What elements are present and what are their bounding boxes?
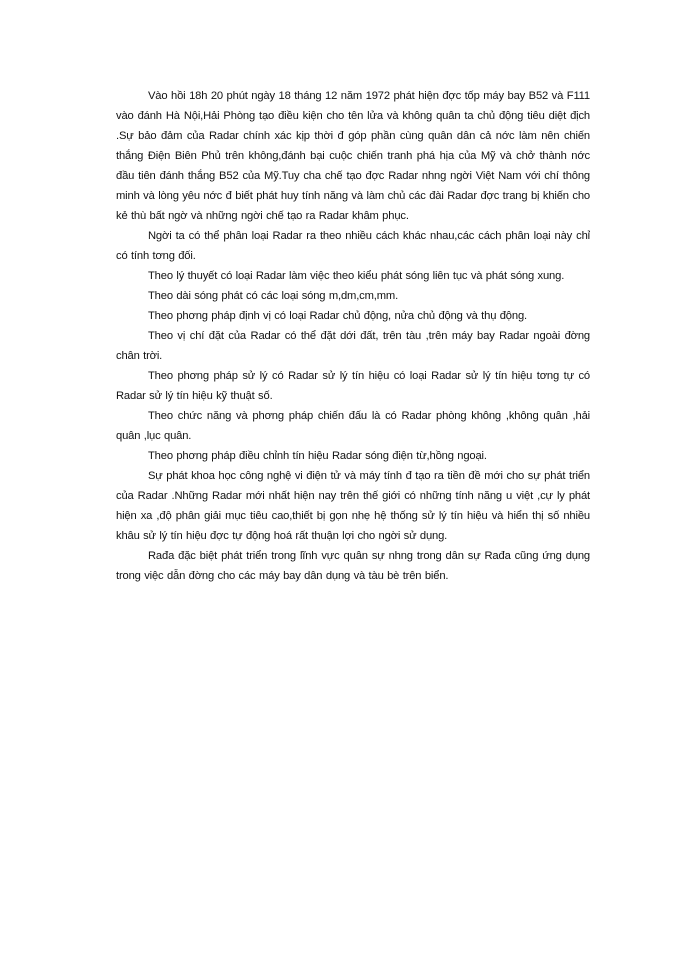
paragraph-classification-intro: Ngời ta có thể phân loại Radar ra theo nhiều cách khác nhau,các cách phân loại này chỉ có tính tơng đối.	[116, 230, 590, 262]
paragraph-by-location: Theo vị chí đặt của Radar có thể đặt dới đất, trên tàu ,trên máy bay Radar ngoài đờng chân trời.	[116, 330, 590, 362]
paragraph-by-signal-adjustment: Theo phơng pháp điều chỉnh tín hiệu Radar sóng điện từ,hồng ngoại.	[148, 450, 487, 462]
paragraph-radar-history: Vào hồi 18h 20 phút ngày 18 tháng 12 năm 1972 phát hiện đợc tốp máy bay B52 và F111 vào đánh Hà Nội,Hải Phòng tạo điều kiện cho tên lửa và không quân ta chủ động tiêu diệt địch .Sự bảo đảm của Radar chính xác kịp thời đ góp phần cùng quân dân cả nớc làm nên chiến thắng Điện Biên Phủ trên không,đánh bại cuộc chiến tranh phá hịa của Mỹ và chở thành nớc đầu tiên đánh thắng B52 của Mỹ.Tuy cha chế tạo đợc Radar nhng ngời Việt Nam với chí thông minh và lòng yêu nớc đ biết phát huy tính năng và làm chủ các đài Radar đợc trang bị khiến cho kẻ thù bất ngờ và những ngời chế tạo ra Radar khâm phục.	[116, 90, 590, 222]
document-body	[116, 86, 590, 586]
paragraph-by-function: Theo chức năng và phơng pháp chiến đấu là có Radar phòng không ,không quân ,hải quân ,lục quân.	[116, 410, 590, 442]
paragraph-by-theory: Theo lý thuyết có loại Radar làm việc theo kiểu phát sóng liên tục và phát sóng xung.	[148, 270, 565, 282]
paragraph-technology-development: Sự phát khoa học công nghệ vi điện tử và máy tính đ tạo ra tiền đề mới cho sự phát triển của Radar .Những Radar mới nhất hiện nay trên thế giới có những tính năng u việt ,cự ly phát hiện xa ,độ phân giải mục tiêu cao,thiết bị gọn nhẹ hệ thống sử lý tín hiệu và hiển thị số nhiều khâu sử lý tín hiệu đợc tự động hoá rất thuận lợi cho ngời sử dụng.	[116, 470, 590, 542]
paragraph-by-positioning: Theo phơng pháp định vị có loại Radar chủ động, nửa chủ động và thụ động.	[148, 310, 527, 322]
paragraph-civil-applications: Rađa đặc biệt phát triển trong lĩnh vực quân sự nhng trong dân sự Rađa cũng ứng dụng trong việc dẫn đờng cho các máy bay dân dụng và tàu bè trên biển.	[116, 550, 590, 582]
paragraph-by-wavelength: Theo dài sóng phát có các loại sóng m,dm,cm,mm.	[148, 290, 399, 302]
paragraph-by-processing: Theo phơng pháp sử lý có Radar sử lý tín hiệu có loại Radar sử lý tín hiệu tơng tự có Radar sử lý tín hiệu kỹ thuật số.	[116, 370, 590, 402]
